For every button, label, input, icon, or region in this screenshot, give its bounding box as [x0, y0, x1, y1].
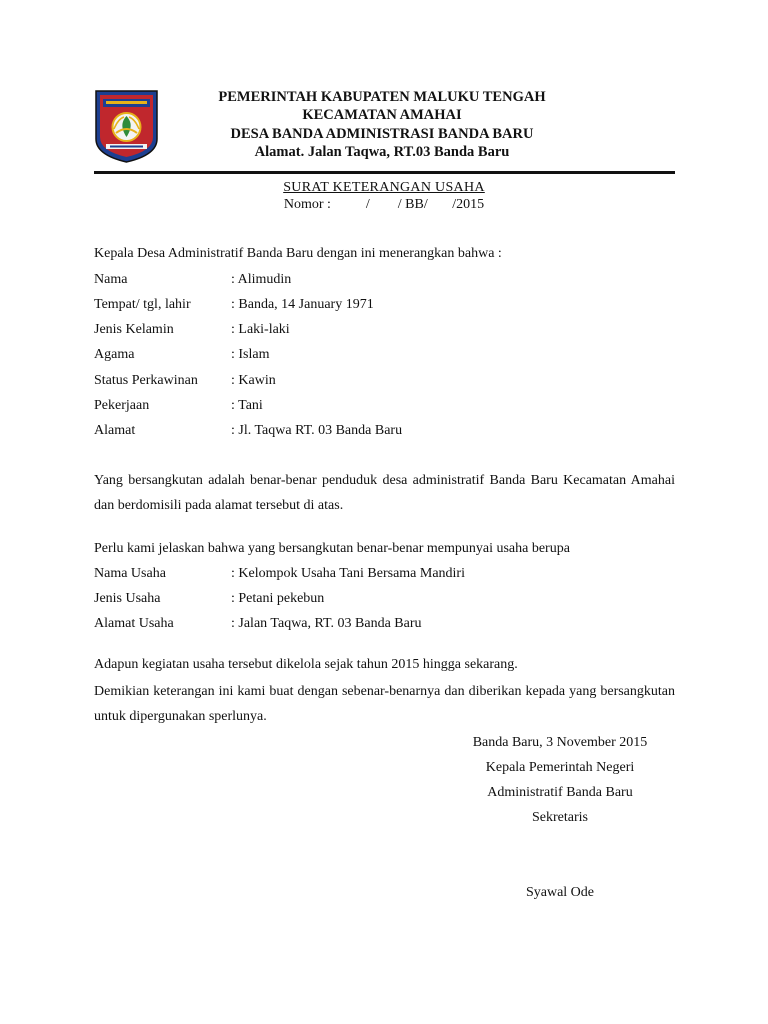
- field-value: : Jalan Taqwa, RT. 03 Banda Baru: [231, 616, 422, 631]
- field-value: : Alimudin: [231, 272, 292, 287]
- field-row: [94, 272, 291, 288]
- field-label: Pekerjaan: [94, 398, 150, 413]
- business-intro-paragraph: Perlu kami jelaskan bahwa yang bersangkutan benar-benar mempunyai usaha berupa: [94, 541, 570, 556]
- field-value: : Petani pekebun: [231, 591, 325, 606]
- field-value: : Jl. Taqwa RT. 03 Banda Baru: [231, 423, 403, 438]
- signature-role: Sekretaris: [532, 810, 588, 825]
- field-row: [94, 616, 422, 632]
- letterhead-village: DESA BANDA ADMINISTRASI BANDA BARU: [230, 125, 534, 142]
- field-value: : Laki-laki: [231, 322, 290, 337]
- field-value: : Islam: [231, 347, 270, 362]
- field-label: Agama: [94, 347, 135, 362]
- business-since-paragraph: Adapun kegiatan usaha tersebut dikelola sejak tahun 2015 hingga sekarang.: [94, 657, 518, 672]
- field-row: [94, 423, 402, 439]
- field-row: [94, 591, 324, 607]
- field-label: Nama Usaha: [94, 566, 166, 581]
- closing-paragraph: Demikian keterangan ini kami buat dengan sebenar-benarnya dan diberikan kepada yang bersangkutan untuk dipergunakan sperlunya.: [94, 684, 675, 724]
- letterhead-government: PEMERINTAH KABUPATEN MALUKU TENGAH: [218, 89, 546, 105]
- signatory-name: Syawal Ode: [525, 885, 595, 900]
- field-label: Status Perkawinan: [94, 373, 198, 388]
- signature-position: Kepala Pemerintah Negeri: [485, 760, 635, 775]
- document-number: Nomor : / / BB/ /2015: [283, 197, 485, 212]
- field-value: : Tani: [231, 398, 263, 413]
- regency-crest-icon: [94, 89, 159, 164]
- field-label: Jenis Kelamin: [94, 322, 174, 337]
- field-row: [94, 297, 374, 313]
- document-title: SURAT KETERANGAN USAHA: [283, 180, 485, 195]
- letterhead: [180, 88, 584, 161]
- letterhead-district: KECAMATAN AMAHAI: [302, 107, 462, 124]
- field-value: : Kelompok Usaha Tani Bersama Mandiri: [231, 566, 465, 581]
- signature-position: Administratif Banda Baru: [487, 785, 633, 800]
- field-row: [94, 322, 290, 338]
- residency-paragraph: Yang bersangkutan adalah benar-benar penduduk desa administratif Banda Baru Kecamatan Amahai dan berdomisili pada alamat tersebut di atas.: [94, 473, 675, 513]
- field-row: [94, 398, 263, 414]
- field-label: Nama: [94, 272, 128, 287]
- field-value: : Kawin: [231, 373, 276, 388]
- field-label: Alamat: [94, 423, 136, 438]
- field-label: Alamat Usaha: [94, 616, 174, 631]
- signature-place-date: Banda Baru, 3 November 2015: [472, 735, 648, 750]
- letterhead-address: Alamat. Jalan Taqwa, RT.03 Banda Baru: [254, 143, 510, 160]
- field-value: : Banda, 14 January 1971: [231, 297, 374, 312]
- field-row: [94, 566, 465, 582]
- field-label: Jenis Usaha: [94, 591, 161, 606]
- intro-paragraph: Kepala Desa Administratif Banda Baru dengan ini menerangkan bahwa :: [94, 246, 502, 261]
- field-label: Tempat/ tgl, lahir: [94, 297, 191, 312]
- field-row: [94, 373, 276, 389]
- letterhead-divider: [94, 171, 675, 174]
- field-row: [94, 347, 270, 363]
